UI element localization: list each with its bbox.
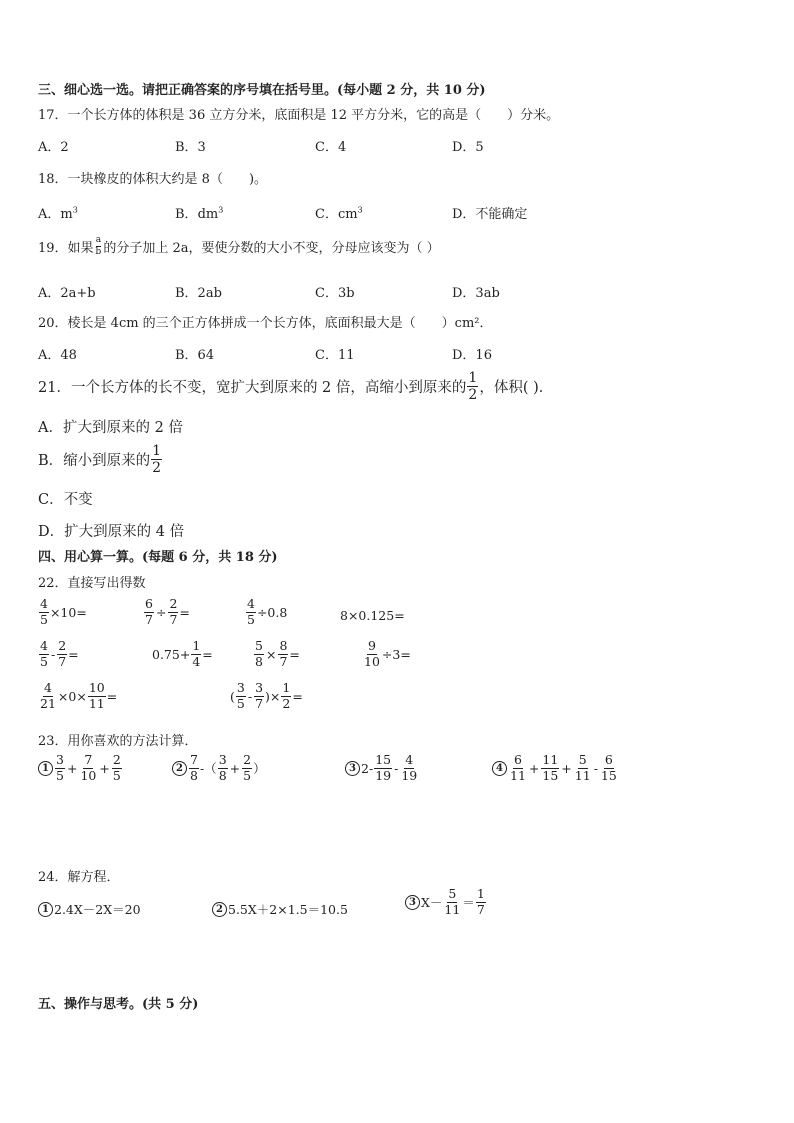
circled-number-1: 1 <box>38 761 53 776</box>
q23-expr-4: 4 $\frac{6}{11}$ + $\frac{11}{15}$ + $\frac{5}{11}$ - $\frac{6}{15}$ <box>492 754 619 782</box>
q22-expr-4: 8×0.125= <box>340 608 405 623</box>
fraction-a-over-b: $\frac{a}{b}$ <box>95 235 102 257</box>
q17-option-c: C．4 <box>315 140 347 155</box>
q17-option-d: D．5 <box>452 140 484 155</box>
q17-option-a: A．2 <box>38 140 69 155</box>
q24-equation-1: 1 2.4X－2X＝20 <box>38 900 141 918</box>
q21-option-a: A．扩大到原来的 2 倍 <box>38 420 183 436</box>
q23-expr-1: 1 $\frac{3}{5}$ + $\frac{7}{10}$ + $\frac{2}{5}$ <box>38 754 123 782</box>
question-24: 24．解方程． <box>38 870 120 885</box>
q18-option-c: C．$cm^3$ <box>315 205 363 222</box>
q22-expr-8: $\frac{9}{10}$ ÷3= <box>364 638 411 669</box>
q20-option-b: B．64 <box>175 348 215 363</box>
q19-option-b: B．2ab <box>175 286 222 301</box>
q22-expr-7: $\frac{5}{8}$ × $\frac{8}{7}$ = <box>255 638 300 669</box>
q22-expr-2: $\frac{6}{7}$ ÷ $\frac{2}{7}$ = <box>145 596 190 627</box>
circled-number-3: 3 <box>345 761 360 776</box>
q23-expr-3: 3 2- $\frac{15}{19}$ - $\frac{4}{19}$ <box>345 754 419 782</box>
q19-option-d: D．3ab <box>452 286 500 301</box>
question-19: 19．如果 $\frac{a}{b}$ 的分子加上 2a，要使分数的大小不变，分母应该变为（ ） <box>38 235 440 257</box>
question-20: 20．棱长是 4cm 的三个正方体拼成一个长方体，底面积最大是（ ）cm²． <box>38 316 493 331</box>
q24-equation-3: 3 X－ $\frac{5}{11}$ ＝ $\frac{1}{7}$ <box>405 888 487 916</box>
q20-option-a: A．48 <box>38 348 77 363</box>
fraction-one-half: $\frac{1}{2}$ <box>468 370 478 403</box>
circled-number-1: 1 <box>38 902 53 917</box>
question-23: 23．用你喜欢的方法计算． <box>38 734 198 749</box>
question-17: 17．一个长方体的体积是 36 立方分米，底面积是 12 平方分米，它的高是（ ）分米。 <box>38 108 560 123</box>
section-3-title: 三、细心选一选。请把正确答案的序号填在括号里。(每小题 2 分，共 10 分) <box>38 83 486 98</box>
q20-option-d: D．16 <box>452 348 492 363</box>
q24-equation-2: 2 5.5X＋2×1.5＝10.5 <box>212 900 348 918</box>
q22-expr-6: 0.75+ $\frac{1}{4}$ = <box>152 638 213 669</box>
q23-expr-2: 2 $\frac{7}{8}$ -（ $\frac{3}{8}$ + $\frac{2}{5}$ ） <box>172 754 266 782</box>
circled-number-3: 3 <box>405 895 420 910</box>
question-21: 21．一个长方体的长不变，宽扩大到原来的 2 倍，高缩小到原来的 $\frac{1}{2}$ ，体积( )． <box>38 370 554 403</box>
q22-expr-1: $\frac{4}{5}$ ×10= <box>40 596 87 627</box>
section-4-title: 四、用心算一算。(每题 6 分，共 18 分) <box>38 550 278 565</box>
q21-option-c: C．不变 <box>38 492 93 508</box>
circled-number-2: 2 <box>172 761 187 776</box>
q17-option-b: B．3 <box>175 140 206 155</box>
section-5-title: 五、操作与思考。(共 5 分) <box>38 997 199 1012</box>
q22-expr-9: $\frac{4}{21}$ ×0× $\frac{10}{11}$ = <box>40 680 118 711</box>
q22-expr-3: $\frac{4}{5}$ ÷0.8 <box>247 596 288 627</box>
question-22: 22．直接写出得数 <box>38 576 146 591</box>
q18-option-b: B．$dm^3$ <box>175 205 224 222</box>
q22-expr-5: $\frac{4}{5}$ - $\frac{2}{7}$ = <box>40 638 79 669</box>
q21-option-d: D．扩大到原来的 4 倍 <box>38 524 185 540</box>
q18-option-d: D．不能确定 <box>452 207 528 222</box>
circled-number-2: 2 <box>212 902 227 917</box>
q18-option-a: A．$m^3$ <box>38 205 78 222</box>
q21-option-b: B．缩小到原来的 $\frac{1}{2}$ <box>38 443 162 476</box>
circled-number-4: 4 <box>492 761 507 776</box>
question-18: 18．一块橡皮的体积大约是 8（ )。 <box>38 172 268 187</box>
fraction-one-half: $\frac{1}{2}$ <box>152 443 162 476</box>
q22-expr-10: ( $\frac{3}{5}$ - $\frac{3}{7}$ )× $\frac{1}{2}$ = <box>230 680 303 711</box>
q19-option-c: C．3b <box>315 286 355 301</box>
q20-option-c: C．11 <box>315 348 355 363</box>
q19-option-a: A．2a+b <box>38 286 96 301</box>
